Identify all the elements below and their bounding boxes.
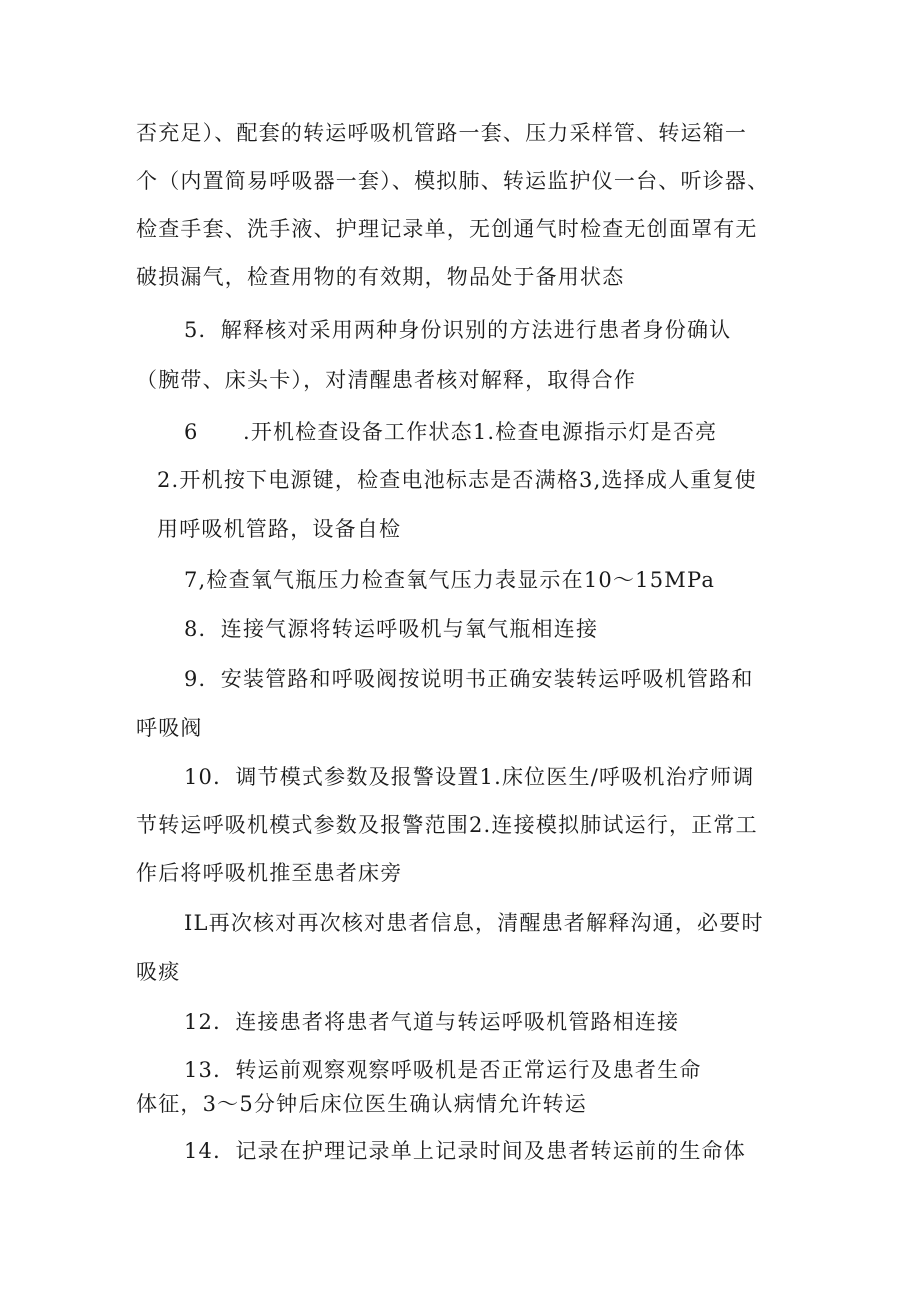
text-line: 作后将呼吸机推至患者床旁 — [136, 861, 403, 885]
text-line: 7,检查氧气瓶压力检查氧气压力表显示在10～15MPa — [184, 568, 716, 592]
text-line: 体征，3～5分钟后床位医生确认病情允许转运 — [136, 1092, 587, 1116]
text-line: 检查手套、洗手液、护理记录单，无创通气时检查无创面罩有无 — [136, 217, 758, 241]
text-line: 5．解释核对采用两种身份识别的方法进行患者身份确认 — [184, 318, 732, 342]
text-line: 用呼吸机管路，设备自检 — [157, 517, 402, 541]
text-line: 8．连接气源将转运呼吸机与氧气瓶相连接 — [184, 617, 599, 641]
text-line: 节转运呼吸机模式参数及报警范围2.连接模拟肺试运行，正常工 — [136, 813, 758, 837]
text-line: 14．记录在护理记录单上记录时间及患者转运前的生命体 — [184, 1139, 746, 1163]
text-line: IL再次核对再次核对患者信息，清醒患者解释沟通，必要时 — [184, 911, 764, 935]
text-line: 9．安装管路和呼吸阀按说明书正确安装转运呼吸机管路和 — [184, 667, 754, 691]
text-line: 吸痰 — [136, 960, 181, 984]
text-line: 个（内置简易呼吸器一套）、模拟肺、转运监护仪一台、听诊器、 — [136, 169, 770, 193]
text-line: 呼吸阀 — [136, 716, 203, 740]
text-line: （腕带、床头卡），对清醒患者核对解释，取得合作 — [136, 368, 637, 392]
text-line: 否充足）、配套的转运呼吸机管路一套、压力采样管、转运箱一 — [136, 121, 748, 145]
text-line: 2.开机按下电源键，检查电池标志是否满格3,选择成人重复使 — [157, 468, 757, 492]
text-line: 13．转运前观察观察呼吸机是否正常运行及患者生命 — [184, 1058, 702, 1082]
text-line: 10．调节模式参数及报警设置1.床位医生/呼吸机治疗师调 — [184, 765, 755, 789]
text-line: 6 .开机检查设备工作状态1.检查电源指示灯是否亮 — [184, 420, 718, 444]
text-line: 12．连接患者将患者气道与转运呼吸机管路相连接 — [184, 1010, 680, 1034]
text-line: 破损漏气，检查用物的有效期，物品处于备用状态 — [136, 265, 625, 289]
